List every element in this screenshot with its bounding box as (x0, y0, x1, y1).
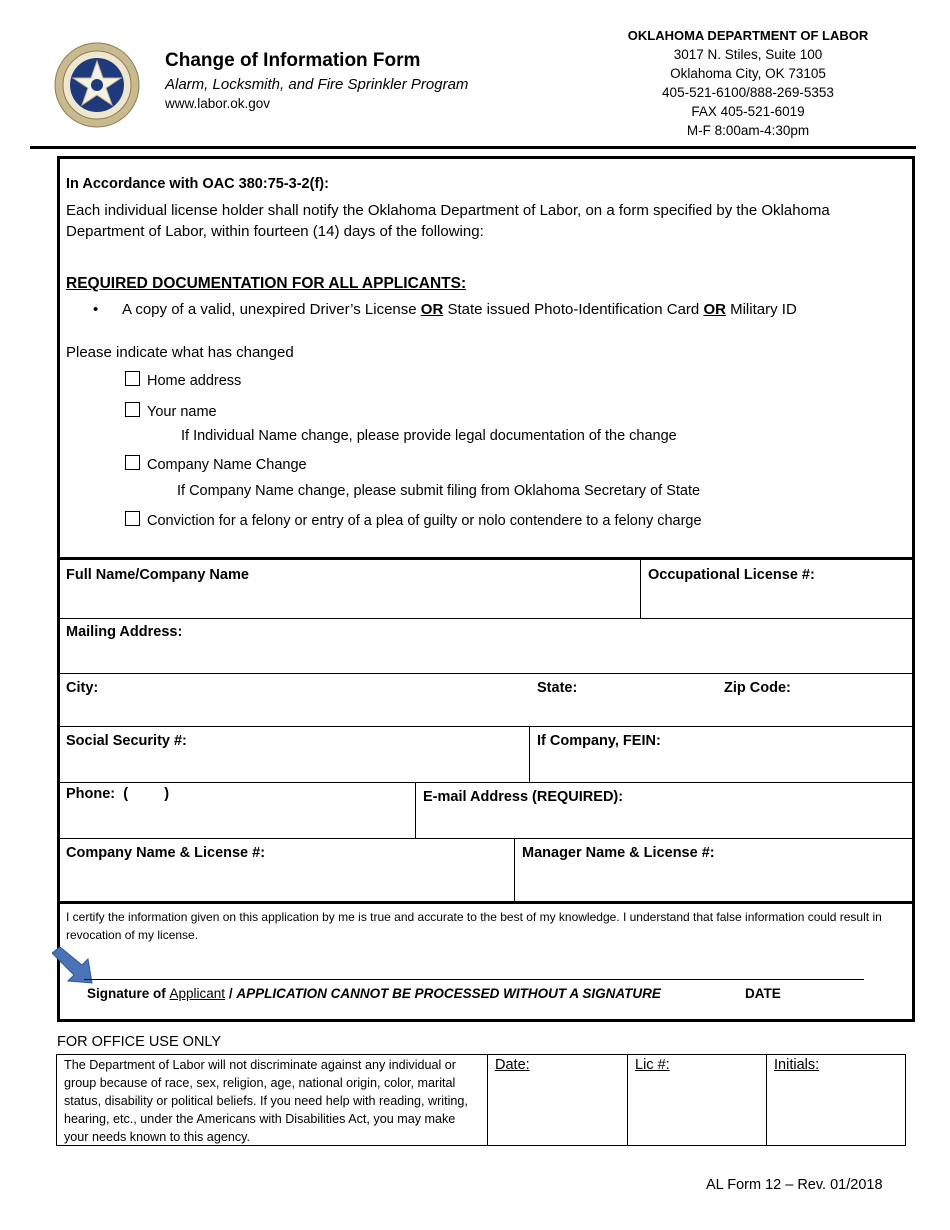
cell-divider (487, 1055, 488, 1145)
oac-heading: In Accordance with OAC 380:75-3-2(f): (66, 176, 329, 192)
state-seal-logo (54, 42, 140, 128)
your-name-label: Your name (147, 404, 217, 420)
cell-divider (529, 727, 530, 783)
company-name-checkbox[interactable] (125, 455, 140, 470)
row-divider (60, 673, 912, 674)
home-address-label: Home address (147, 373, 242, 389)
signature-prefix: Signature of (87, 986, 170, 1001)
home-address-checkbox[interactable] (125, 371, 140, 386)
occupational-license-field[interactable] (642, 583, 910, 617)
department-address-line1: 3017 N. Stiles, Suite 100 (673, 47, 823, 62)
cell-divider (514, 839, 515, 901)
required-docs-text-3: Military ID (725, 301, 797, 318)
required-docs-text-2: State issued Photo-Identification Card (443, 301, 704, 318)
phone-label: Phone: ( ) (66, 786, 170, 802)
zip-code-field[interactable] (800, 675, 910, 725)
main-form-box (57, 156, 915, 1022)
department-hours: M-F 8:00am-4:30pm (686, 123, 810, 138)
ssn-label: Social Security #: (66, 733, 187, 749)
form-title: Change of Information Form (165, 50, 421, 71)
or-emphasis: OR (420, 301, 444, 318)
header-divider (30, 146, 916, 149)
occupational-license-label: Occupational License #: (648, 567, 815, 583)
department-name: OKLAHOMA DEPARTMENT OF LABOR (627, 28, 869, 43)
felony-conviction-label: Conviction for a felony or entry of a plea of guilty or nolo contendere to a felony charge (147, 513, 702, 529)
form-website: www.labor.ok.gov (165, 96, 271, 111)
full-name-field[interactable] (62, 583, 637, 617)
office-use-table (56, 1054, 906, 1146)
your-name-checkbox[interactable] (125, 402, 140, 417)
bullet-glyph: • (93, 301, 99, 318)
cell-divider (415, 783, 416, 838)
section-divider (60, 557, 912, 560)
zip-code-label: Zip Code: (724, 680, 791, 696)
row-divider (60, 782, 912, 783)
signature-line[interactable] (84, 979, 864, 980)
signature-separator: / (225, 986, 237, 1001)
form-subtitle: Alarm, Locksmith, and Fire Sprinkler Program (165, 76, 469, 93)
company-name-note: If Company Name change, please submit filing from Oklahoma Secretary of State (177, 483, 701, 499)
mailing-address-field[interactable] (62, 641, 910, 672)
nondiscrimination-notice: The Department of Labor will not discriminate against any individual or group because of race, sex, religion, age, national origin, color, marital status, disability or political beliefs. If you need help with reading, writing, hearing, etc., under the Americans with Disabilities Act, you may make your needs known to this agency. (64, 1058, 468, 1144)
row-divider (60, 618, 912, 619)
row-divider (60, 726, 912, 727)
or-emphasis: OR (703, 301, 726, 318)
office-license-label: Lic #: (635, 1057, 670, 1073)
row-divider (60, 838, 912, 839)
office-initials-label: Initials: (774, 1057, 820, 1073)
manager-license-field[interactable] (516, 863, 910, 899)
change-prompt: Please indicate what has changed (66, 344, 294, 361)
department-phone: 405-521-6100/888-269-5353 (662, 85, 834, 100)
required-docs-text-1: A copy of a valid, unexpired Driver’s License (122, 301, 421, 318)
state-label: State: (537, 680, 578, 696)
signature-caption (87, 986, 661, 1001)
department-fax: FAX 405-521-6019 (691, 104, 805, 119)
ssn-field[interactable] (62, 751, 527, 781)
company-name-label: Company Name Change (147, 457, 307, 473)
cell-divider (627, 1055, 628, 1145)
your-name-note: If Individual Name change, please provide legal documentation of the change (181, 428, 677, 444)
required-docs-item (122, 301, 797, 318)
city-label: City: (66, 680, 99, 696)
state-field[interactable] (585, 675, 715, 725)
signature-applicant: Applicant (169, 986, 226, 1001)
signature-warning: APPLICATION CANNOT BE PROCESSED WITHOUT A SIGNATURE (236, 986, 661, 1001)
fein-field[interactable] (531, 751, 910, 781)
oac-body-text: Each individual license holder shall notify the Oklahoma Department of Labor, on a form specified by the Oklahoma Department of Labor, within fourteen (14) days of the following: (66, 202, 830, 240)
date-caption: DATE (745, 986, 781, 1001)
manager-license-label: Manager Name & License #: (522, 845, 715, 861)
felony-conviction-checkbox[interactable] (125, 511, 140, 526)
office-use-heading: FOR OFFICE USE ONLY (57, 1034, 222, 1050)
cell-divider (640, 560, 641, 618)
phone-field[interactable] (62, 804, 414, 837)
signature-arrow-icon (52, 947, 100, 987)
required-docs-heading: REQUIRED DOCUMENTATION FOR ALL APPLICANTS: (66, 275, 467, 292)
email-label: E-mail Address (REQUIRED): (423, 789, 624, 805)
form-revision-id: AL Form 12 – Rev. 01/2018 (706, 1177, 883, 1193)
company-license-field[interactable] (62, 863, 512, 899)
email-field[interactable] (417, 807, 910, 837)
city-field[interactable] (104, 675, 524, 725)
company-license-label: Company Name & License #: (66, 845, 266, 861)
department-contact-block (600, 26, 896, 140)
certification-text: I certify the information given on this application by me is true and accurate to the best of my knowledge. I understand that false information could result in revocation of my license. (66, 910, 882, 942)
section-divider (60, 901, 912, 904)
mailing-address-label: Mailing Address: (66, 624, 183, 640)
cell-divider (766, 1055, 767, 1145)
full-name-label: Full Name/Company Name (66, 567, 249, 583)
department-address-line2: Oklahoma City, OK 73105 (670, 66, 826, 81)
office-date-label: Date: (495, 1057, 530, 1073)
fein-label: If Company, FEIN: (537, 733, 661, 749)
